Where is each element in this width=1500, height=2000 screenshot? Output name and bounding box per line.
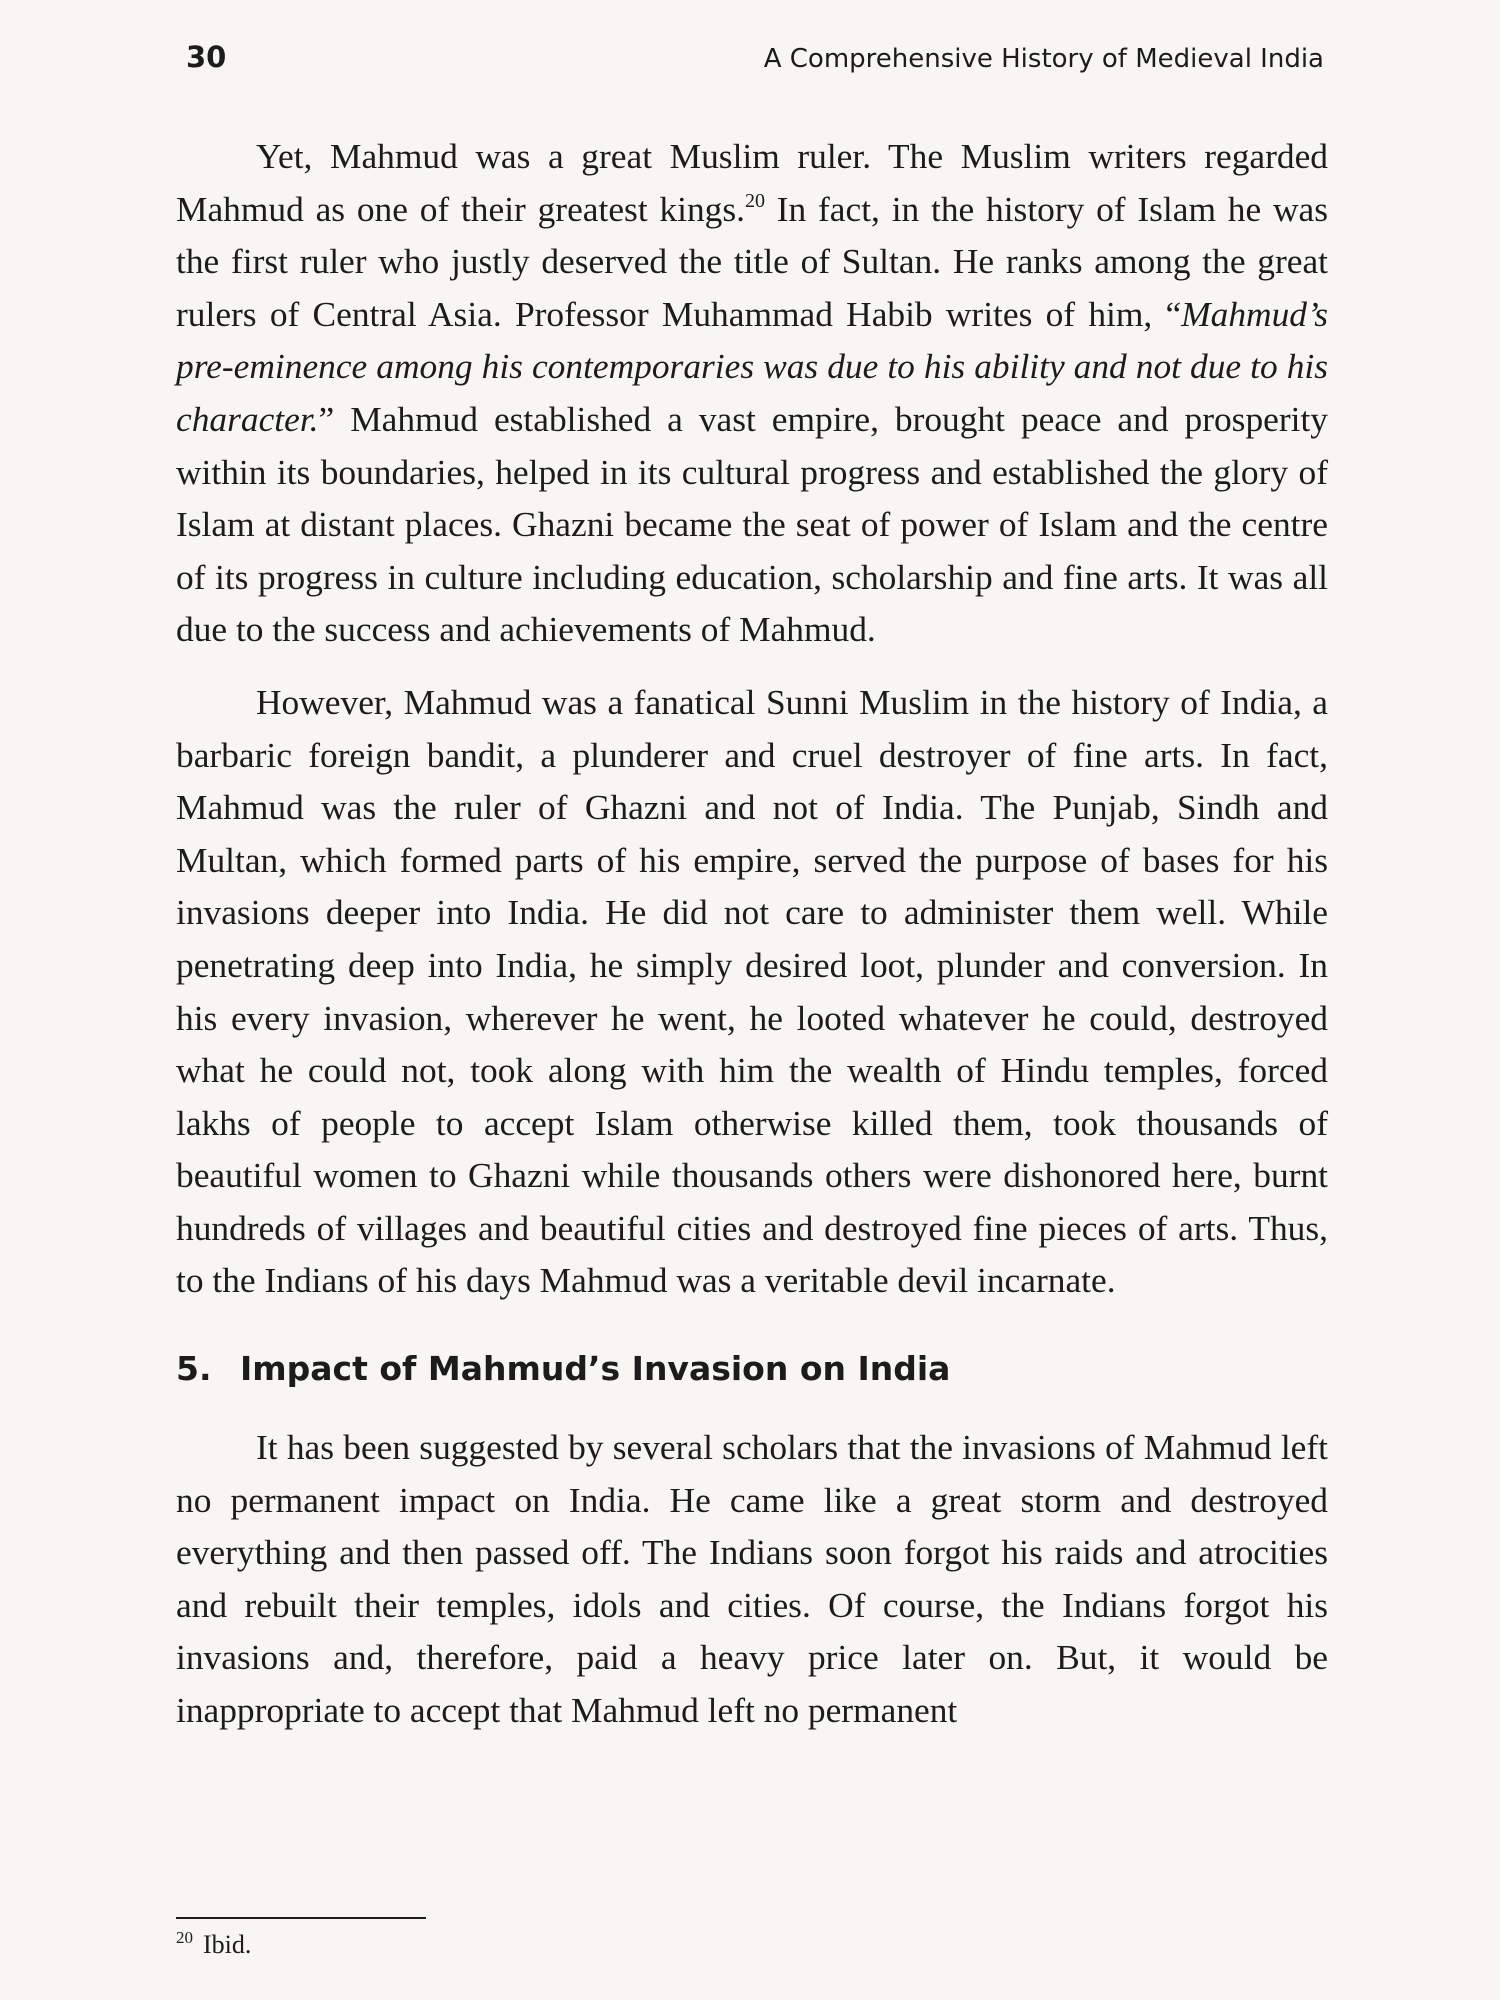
paragraph-1-text-c: ” Mahmud established a vast empire, brought peace and prosperity within its boundaries, helped in its cultural progress and established the glory of Islam at distant places. Ghazni became the seat of power of Islam and the centre of its progress in culture including education, scholarship and fine arts. It was all due to the success and achievements of Mahmud. — [176, 398, 1328, 650]
paragraph-1-text-b: In fact, in the history of Islam he was the first ruler who justly deserved the title of Sultan. He ranks among the great rulers of Central Asia. Professor Muhammad Habib writes of him, “ — [176, 188, 1328, 334]
body-text — [176, 130, 1328, 1737]
section-heading — [176, 1347, 1328, 1391]
paragraph-1-text-a: Yet, Mahmud was a great Muslim ruler. The Muslim writers regarded Mahmud as one of their greatest kings. — [176, 136, 1328, 229]
habib-quote: Mahmud’s pre-eminence among his contemporaries was due to his ability and not due to his character. — [176, 293, 1328, 439]
page-number: 30 — [186, 40, 227, 74]
paragraph-1 — [176, 130, 1328, 656]
book-title: A Comprehensive History of Medieval India — [763, 44, 1324, 74]
paragraph-3: It has been suggested by several scholars that the invasions of Mahmud left no permanent impact on India. He came like a great storm and destroyed everything and then passed off. The Indians soon forgot his raids and atrocities and rebuilt their temples, idols and cities. Of course, the Indians forgot his invasions and, therefore, paid a heavy price later on. But, it would be inappropriate to accept that Mahmud left no permanent — [176, 1427, 1328, 1731]
paragraph-2: However, Mahmud was a fanatical Sunni Muslim in the history of India, a barbaric foreign bandit, a plunderer and cruel destroyer of fine arts. In fact, Mahmud was the ruler of Ghazni and not of India. The Punjab, Sindh and Multan, which formed parts of his empire, served the purpose of bases for his invasions deeper into India. He did not care to administer them well. While penetrating deep into India, he simply desired loot, plunder and conversion. In his every invasion, wherever he went, he looted whatever he could, destroyed what he could not, took along with him the wealth of Hindu temples, forced lakhs of people to accept Islam otherwise killed them, took thousands of beautiful women to Ghazni while thousands others were dishonored here, burnt hundreds of villages and beautiful cities and destroyed fine pieces of arts. Thus, to the Indians of his days Mahmud was a veritable devil incarnate. — [176, 681, 1328, 1301]
footnote-marker: 20 — [176, 1928, 193, 1947]
footnote-reference: 20 — [744, 189, 765, 212]
footnote — [176, 1930, 251, 1960]
footnote-divider — [176, 1917, 426, 1919]
section-number: 5. — [176, 1349, 212, 1389]
section-title: Impact of Mahmud’s Invasion on India — [240, 1349, 951, 1389]
running-head — [186, 40, 1324, 80]
footnote-text: Ibid. — [203, 1930, 252, 1959]
